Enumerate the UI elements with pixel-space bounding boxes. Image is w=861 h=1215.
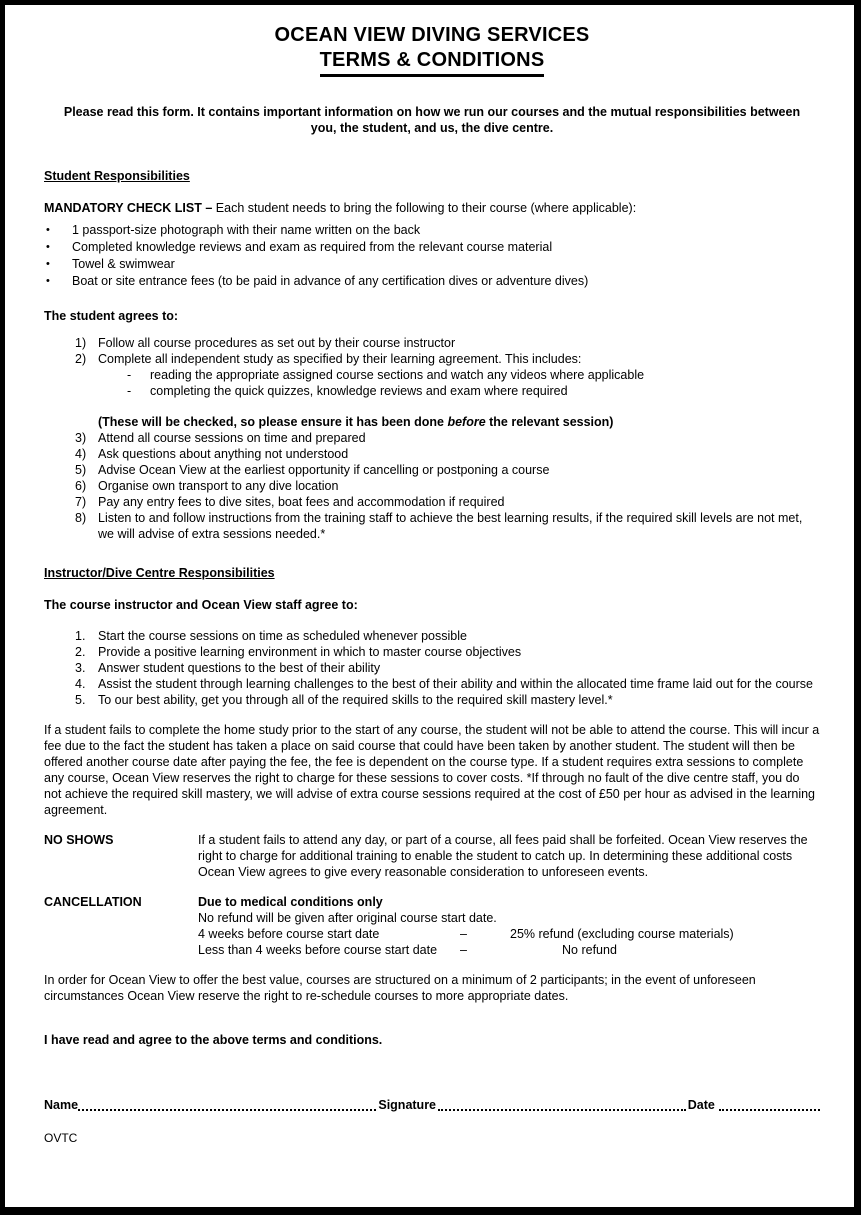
- list-item-text: 1 passport-size photograph with their name written on the back: [72, 223, 421, 237]
- list-item: [44, 660, 820, 676]
- no-shows-policy: [44, 832, 820, 880]
- dash-marker: –: [460, 943, 467, 957]
- cancellation-medical-line: Due to medical conditions only: [198, 895, 383, 909]
- intro-paragraph: Please read this form. It contains important information on how we run our courses and the mutual responsibilities between you, the student, and us, the dive centre.: [63, 105, 801, 135]
- list-item: [44, 628, 820, 644]
- list-item-text: Assist the student through learning challenges to the best of their ability and within the allocated time frame laid out for the course: [98, 677, 813, 691]
- list-item-text: Advise Ocean View at the earliest opportunity if cancelling or postponing a course: [98, 463, 550, 477]
- signature-label: Signature: [378, 1098, 437, 1112]
- list-item-text: Provide a positive learning environment in which to master course objectives: [98, 645, 522, 659]
- document-title-line1: OCEAN VIEW DIVING SERVICES: [274, 24, 590, 46]
- list-item-number: 2.: [75, 645, 86, 659]
- checked-note-suffix: the relevant session): [485, 415, 614, 429]
- signature-field[interactable]: [438, 1107, 686, 1111]
- list-item-number: 5.: [75, 693, 86, 707]
- list-item: [44, 478, 820, 494]
- refund-condition: 4 weeks before course start date: [198, 927, 380, 941]
- dash-marker: -: [127, 384, 132, 398]
- list-item-text: Pay any entry fees to dive sites, boat fees and accommodation if required: [98, 495, 505, 509]
- agreement-statement: I have read and agree to the above terms and conditions.: [44, 1033, 383, 1047]
- list-item: [44, 692, 820, 708]
- name-field[interactable]: [78, 1107, 376, 1111]
- list-item: [44, 510, 820, 542]
- list-item: [46, 239, 820, 256]
- list-item-number: 8): [75, 511, 87, 525]
- document-title-line2: TERMS & CONDITIONS: [320, 48, 545, 77]
- list-item: [44, 446, 820, 462]
- checked-note: [44, 414, 820, 430]
- mandatory-checklist-text: Each student needs to bring the following to their course (where applicable):: [212, 201, 637, 215]
- list-item-text: Answer student questions to the best of their ability: [98, 661, 381, 675]
- mandatory-checklist-line: [44, 200, 820, 216]
- refund-amount: 25% refund (excluding course materials): [510, 927, 734, 941]
- list-item-number: 4): [75, 447, 87, 461]
- instructor-responsibilities-heading: Instructor/Dive Centre Responsibilities: [44, 566, 275, 580]
- list-item: [44, 430, 820, 446]
- list-item-text: Organise own transport to any dive location: [98, 479, 339, 493]
- no-shows-text: If a student fails to attend any day, or part of a course, all fees paid shall be forfeited. Ocean View reserves the right to charge for additional training to enable the student to catch up. In determining these additional costs Ocean View agrees to give every reasonable consideration to unforeseen events.: [198, 833, 808, 879]
- reschedule-paragraph: In order for Ocean View to offer the best value, courses are structured on a minimum of 2 participants; in the event of unforeseen circumstances Ocean View reserve the right to re-schedule courses to more appropriate dates.: [44, 973, 756, 1003]
- checklist-bullet-list: [44, 222, 820, 290]
- list-item: [44, 676, 820, 692]
- no-shows-label: NO SHOWS: [44, 833, 114, 847]
- list-item-text: Boat or site entrance fees (to be paid in advance of any certification dives or adventure dives): [72, 274, 589, 288]
- list-item-number: 3): [75, 431, 87, 445]
- list-item: [44, 494, 820, 510]
- dash-marker: –: [460, 927, 467, 941]
- bullet-icon: •: [46, 275, 50, 287]
- student-agreement-list: [44, 335, 820, 542]
- signature-row: [44, 1097, 820, 1113]
- bullet-icon: •: [46, 224, 50, 236]
- list-item: [44, 644, 820, 660]
- list-item: [46, 222, 820, 239]
- document-title: [44, 23, 820, 77]
- list-item-number: 1.: [75, 629, 86, 643]
- list-item: [46, 256, 820, 273]
- form-code: OVTC: [44, 1131, 78, 1145]
- list-item-number: 1): [75, 336, 87, 350]
- student-agrees-heading: The student agrees to:: [44, 309, 179, 323]
- refund-condition: Less than 4 weeks before course start date: [198, 943, 438, 957]
- list-subitem: [44, 383, 820, 399]
- checked-note-prefix: (These will be checked, so please ensure it has been done: [98, 415, 448, 429]
- list-item-text: Attend all course sessions on time and prepared: [98, 431, 366, 445]
- list-item-number: 5): [75, 463, 87, 477]
- list-subitem: [44, 367, 820, 383]
- date-field[interactable]: [719, 1107, 820, 1111]
- list-item-text: Completed knowledge reviews and exam as required from the relevant course material: [72, 240, 553, 254]
- list-item-number: 6): [75, 479, 87, 493]
- mandatory-checklist-label: MANDATORY CHECK LIST –: [44, 201, 213, 215]
- list-item-text: Follow all course procedures as set out by their course instructor: [98, 336, 456, 350]
- checked-note-italic: before: [447, 415, 486, 429]
- list-item: [44, 462, 820, 478]
- list-subitem-text: reading the appropriate assigned course sections and watch any videos where applicable: [150, 368, 645, 382]
- list-item-text: Start the course sessions on time as scheduled whenever possible: [98, 629, 467, 643]
- refund-amount: No refund: [562, 943, 617, 957]
- bullet-icon: •: [46, 258, 50, 270]
- instructor-agrees-heading: The course instructor and Ocean View staff agree to:: [44, 598, 358, 612]
- bullet-icon: •: [46, 241, 50, 253]
- student-responsibilities-heading: Student Responsibilities: [44, 169, 190, 183]
- list-item-text: Listen to and follow instructions from the training staff to achieve the best learning results, if the required skill levels are not met, we will advise of extra sessions needed.*: [98, 511, 803, 541]
- list-item: [44, 351, 820, 367]
- cancellation-no-refund-line: No refund will be given after original course start date.: [198, 911, 497, 925]
- home-study-fees-paragraph: If a student fails to complete the home study prior to the start of any course, the student will not be able to attend the course. This will incur a fee due to the fact the student has taken a place on said course that could have been taken by another student. The student will then be offered another course date after paying the fee, the fee is dependent on the course type. If a student requires extra sessions to complete any course, Ocean View reserves the right to charge for these sessions to cover costs. *If through no fault of the dive centre staff, you do not achieve the required skill mastery, we will advise of extra course sessions required at the cost of £50 per hour as advised in the learning agreement.: [44, 723, 820, 817]
- list-subitem-text: completing the quick quizzes, knowledge reviews and exam where required: [150, 384, 568, 398]
- name-label: Name: [44, 1098, 79, 1112]
- cancellation-label: CANCELLATION: [44, 895, 142, 909]
- list-item-text: Complete all independent study as specified by their learning agreement. This includes:: [98, 352, 582, 366]
- cancellation-text: [198, 894, 820, 958]
- date-label: Date: [687, 1098, 715, 1112]
- list-item-number: 7): [75, 495, 87, 509]
- list-item: [44, 335, 820, 351]
- list-item: [46, 273, 820, 290]
- refund-row: [198, 942, 820, 958]
- dash-marker: -: [127, 368, 132, 382]
- list-item-number: 4.: [75, 677, 86, 691]
- refund-row: [198, 926, 820, 942]
- instructor-agreement-list: [44, 628, 820, 708]
- cancellation-policy: [44, 894, 820, 958]
- list-item-number: 2): [75, 352, 87, 366]
- list-item-text: Towel & swimwear: [72, 257, 175, 271]
- list-item-text: To our best ability, get you through all of the required skills to the required skill mastery level.*: [98, 693, 613, 707]
- list-item-number: 3.: [75, 661, 86, 675]
- list-item-text: Ask questions about anything not understood: [98, 447, 349, 461]
